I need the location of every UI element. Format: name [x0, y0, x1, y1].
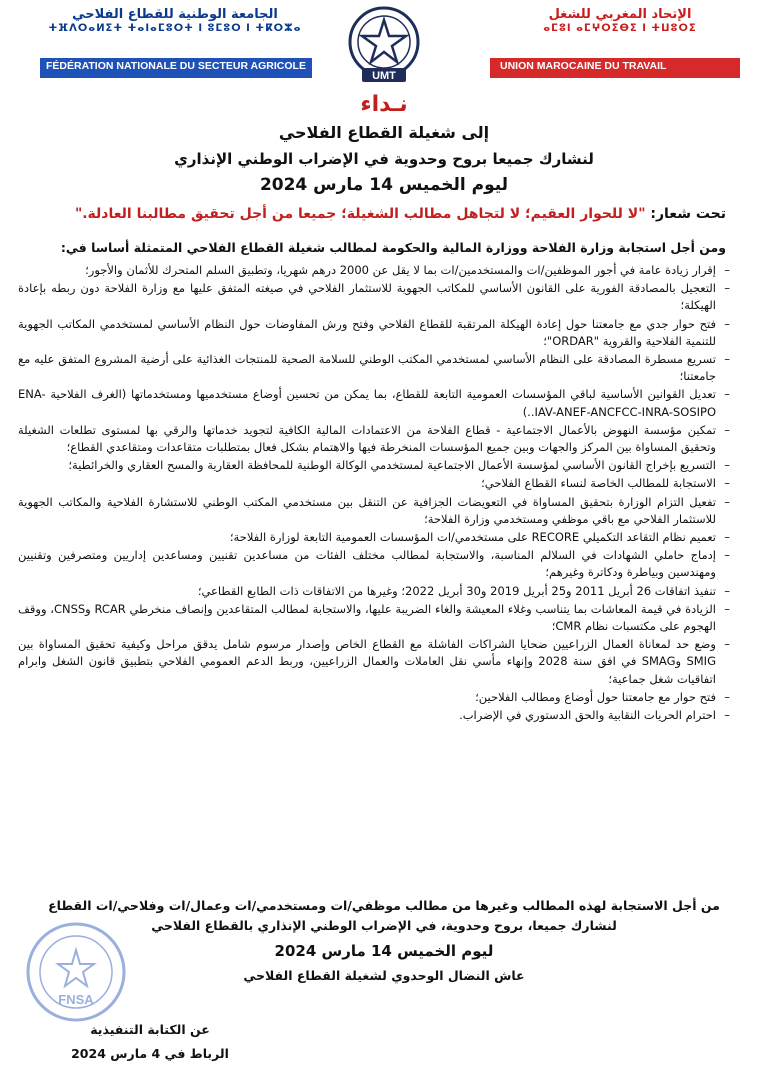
list-item: – تفعيل التزام الوزارة بتحقيق المساواة في التعويضات الجزافية عن التنقل بين مستخدمي المكتب الوطني للاستشارة الفلاحية والمكاتب الجهوية للاستثمار الفلاحي مع باقي موظفي ومستخدمي وزارة الفلاحة؛	[18, 494, 730, 526]
addressee: إلى شغيلة القطاع الفلاحي	[278, 123, 490, 142]
slogan-label: تحت شعار:	[645, 206, 726, 222]
strike-date: ليوم الخميس 14 مارس 2024	[259, 175, 509, 195]
demands-intro: ومن أجل استجابة وزارة الفلاحة ووزارة المالية والحكومة لمطالب شغيلة القطاع الفلاحي المتمثلة أساسا في:	[60, 240, 726, 255]
list-item: – فتح حوار جدي مع جامعتنا حول إعادة الهيكلة المرتقبة للقطاع الفلاحي وفتح ورش المفاوضات حول النظام الأساسي لمستخدمي المكاتب الجهوية للتنمية الفلاحية والقروية "ORDAR"؛	[18, 316, 730, 348]
list-item: – تعديل القوانين الأساسية لباقي المؤسسات العمومية التابعة للقطاع، بما يمكن من تحسين أوضاع مستخدميها ومستخدماتها (الغرف الفلاحية ENA-IAV-ANEF-ANCFCC-INRA-SOSIPO..)	[18, 387, 730, 419]
logo-text: UMT	[372, 70, 396, 82]
federation-name-ar: الجامعة الوطنية للقطاع الفلاحي	[72, 7, 278, 22]
list-item: – التسريع بإخراج القانون الأساسي لمؤسسة الأعمال الاجتماعية لمستخدمي الوكالة الوطنية للمحافظة العقارية والمسح العقاري والخرائطية؛	[68, 458, 730, 473]
list-item: – الاستجابة للمطالب الخاصة لنساء القطاع الفلاحي؛	[481, 476, 730, 491]
slogan-text: "لا للحوار العقيم؛ لا لتجاهل مطالب الشغيلة؛ جميعا من أجل تحقيق مطالبنا العادلة."	[74, 206, 646, 222]
list-item: – الزيادة في قيمة المعاشات بما يتناسب وغلاء المعيشة والغاء الضريبة عليها، والاستجابة لمطالب المتقاعدين وإنصاف منخرطي RCAR وCNSS، ووقف الهجوم على مكتسبات نظام CMR؛	[18, 601, 730, 634]
closing-date: ليوم الخميس 14 مارس 2024	[274, 942, 494, 960]
list-item: – تنفيذ اتفاقات 26 أبريل 2011 و25 أبريل 2019 و30 أبريل 2022؛ وغيرها من الاتفاقات ذات الطابع القطاعي؛	[197, 583, 730, 598]
stamp-text: FNSA	[58, 992, 94, 1007]
list-item: – إدماج حاملي الشهادات في السلالم المناسبة، والاستجابة لمطالب مختلف الفئات من مساعدين تقنيين ومساعدين إداريين ومتصرفين وتقنيين ومهندسين وبياطرة ودكاترة وغيرهم؛	[18, 548, 730, 580]
call-title: نـداء	[360, 92, 408, 117]
fnsa-stamp-icon	[24, 920, 128, 1024]
subtitle: لنشارك جميعا بروح وحدوية في الإضراب الوطني الإنذاري	[174, 150, 594, 168]
list-item: – وضع حد لمعاناة العمال الزراعيين ضحايا الشراكات الفاشلة مع القطاع الخاص وإصدار مرسوم شامل يدقق مراحل وكيفية تحقيق المساواة بين SMIG وSMAG في افق سنة 2028 وإنهاء مأسي نقل العاملات والعمال الزراعيين، وربط الدعم العمومي الفلاحي بتطبيق قانون الشغل وابرام اتفاقيات شغل جماعية؛	[18, 637, 730, 686]
list-item: – التعجيل بالمصادقة الفورية على القانون الأساسي للمكاتب الجهوية للاستثمار الفلاحي في صيغته المتفق عليها مع وزارة الفلاحة دون ربطه بإعادة الهيكلة؛	[18, 281, 730, 313]
umt-logo-icon	[338, 2, 430, 86]
demands-list	[18, 262, 730, 725]
slogan	[26, 206, 726, 222]
list-item: – إقرار زيادة عامة في أجور الموظفين/ات والمستخدمين/ات بما لا يقل عن 2000 درهم شهريا، وتطبيق السلم المتحرك للأثمان والأجور؛	[85, 263, 730, 277]
list-item: – تسريع مسطرة المصادقة على النظام الأساسي لمستخدمي المكتب الوطني للسلامة الصحية للمنتجات الغذائية على أرضية المشروع المتفق عليه مع جامعتنا؛	[18, 352, 730, 384]
list-item: – تعميم نظام التقاعد التكميلي RECORE على مستخدمي/ات المؤسسات العمومية التابعة لوزارة الفلاحة؛	[229, 530, 730, 545]
union-name-fr: UNION MAROCAINE DU TRAVAIL	[500, 60, 667, 72]
list-item: – احترام الحريات النقابية والحق الدستوري في الإضراب.	[459, 708, 730, 723]
closing-motto: عاش النضال الوحدوي لشغيلة القطاع الفلاحي	[243, 968, 525, 983]
union-name-block	[500, 8, 740, 34]
list-item: – فتح حوار مع جامعتنا حول أوضاع ومطالب الفلاحين؛	[475, 689, 730, 704]
list-item: – تمكين مؤسسة النهوض بالأعمال الاجتماعية - قطاع الفلاحة من الاعتمادات المالية الكافية لتجويد خدماتها والرقي بها لمستوى تطلعات الشغيلة وتحقيق المساواة بين المركز والجهات وبين جميع المؤسسات المنخرطة فيها والاهتمام بشكل فعال بمتطلبات متقاعدات ومتقاعدي القطاع؛	[18, 422, 730, 455]
federation-name-fr: FÉDÉRATION NATIONALE DU SECTEUR AGRICOLE	[46, 60, 306, 72]
closing-line-2: لنشارك جميعا، بروح وحدوية، في الإضراب الوطني الإنذاري بالقطاع الفلاحي	[151, 918, 617, 933]
federation-name-tifinagh: ⵜⴼⴷⵔⴰⵍⵉⵜ ⵜⴰⵏⴰⵎⵓⵔⵜ ⵏ ⵓⵎⵓⵔ ⵏ ⵜⴽⵔⵣⴰ	[48, 22, 302, 34]
closing-line-1: من أجل الاستجابة لهذه المطالب وغيرها من مطالب موظفي/ات ومستخدمي/ات وعمال/ات وفلاحي/ات القطاع	[48, 898, 720, 913]
signatory: عن الكتابة التنفيذية	[90, 1022, 210, 1037]
letterhead	[0, 0, 768, 86]
union-name-ar: الإتحاد المغربي للشغل	[548, 7, 692, 22]
union-name-tifinagh: ⴰⵎⵓⵏ ⴰⵎⵖⵔⵉⴱⵉ ⵏ ⵜⵡⵓⵔⵉ	[543, 22, 697, 34]
place-date: الرباط في 4 مارس 2024	[71, 1046, 229, 1061]
federation-name-block	[40, 8, 310, 34]
